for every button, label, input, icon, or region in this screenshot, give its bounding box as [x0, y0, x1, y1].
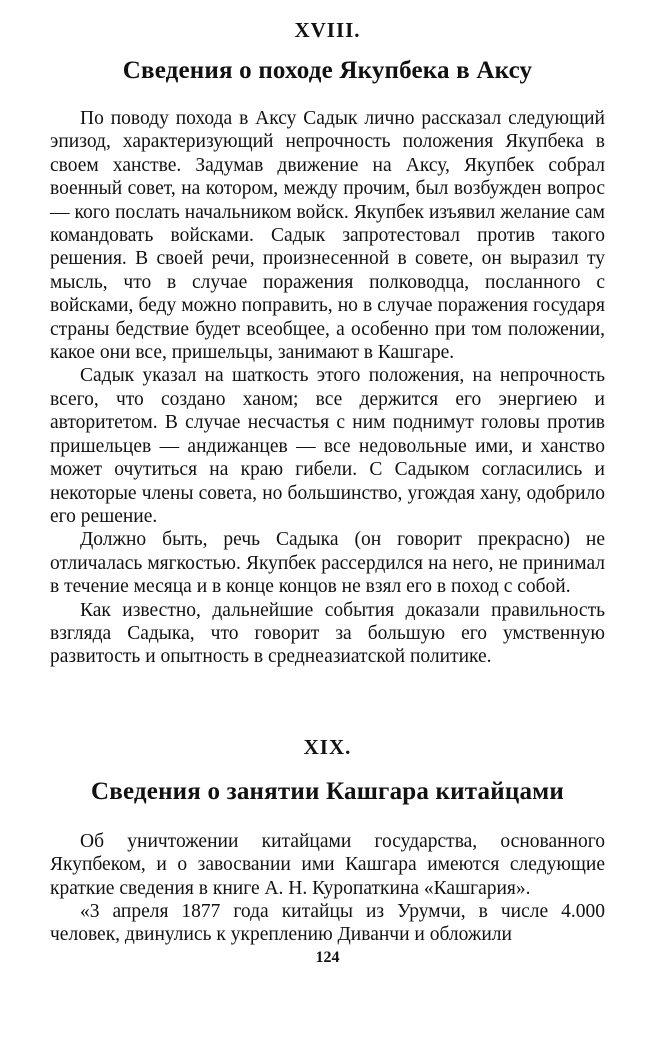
paragraph: По поводу похода в Аксу Садык лично рассказал следующий эпизод, характеризующий непрочность положения Якупбека в своем ханстве. Задумав движение на Аксу, Якупбек собрал военный совет, на котором, между прочим, был возбужден вопрос — кого послать начальником войск. Якупбек изъявил желание сам командовать войсками. Садык запротестовал против такого решения. В своей речи, произнесенной в совете, он выразил ту мысль, что в случае поражения полководца, посланного с войсками, беду можно поправить, но в случае поражения государя страны бедствие будет всеобщее, а особенно при том положении, какое они все, пришельцы, занимают в Кашгаре. [50, 108, 605, 364]
paragraph: Садык указал на шаткость этого положения, на непрочность всего, что создано ханом; все держится его энергиею и авторитетом. В случае несчастья с ним поднимут головы против пришельцев — андижанцев — все недовольные ими, и ханство может очутиться на краю гибели. С Садыком согласились и некоторые члены совета, но большинство, угождая хану, одобрило его решение. [50, 365, 605, 527]
section-number: XVIII. [294, 18, 361, 42]
section-number: XIX. [303, 734, 352, 759]
section-title: Сведения о походе Якупбека в Аксу [122, 57, 533, 84]
paragraph: Об уничтожении китайцами государства, основанного Якупбеком, и о завосвании ими Кашгара имеются следующие краткие сведения в книге А. Н. Куропаткина «Кашгария». [50, 830, 605, 899]
paragraph: Должно быть, речь Садыка (он говорит прекрасно) не отличалась мягкостью. Якупбек рассердился на него, не принимал в течение месяца и в конце концов не взял его в поход с собой. [50, 529, 605, 598]
paragraph: «3 апреля 1877 года китайцы из Урумчи, в числе 4.000 человек, двинулись к укреплению Диванчи и обложили [50, 900, 605, 946]
section-title: Сведения о занятии Кашгара китайцами [91, 777, 564, 805]
section-body [50, 830, 605, 947]
page-number: 124 [315, 948, 340, 966]
paragraph: Как известно, дальнейшие события доказали правильность взгляда Садыка, что говорит за большую его умственную развитость и опытность в среднеазиатской политике. [50, 599, 605, 668]
section-body [50, 107, 605, 669]
